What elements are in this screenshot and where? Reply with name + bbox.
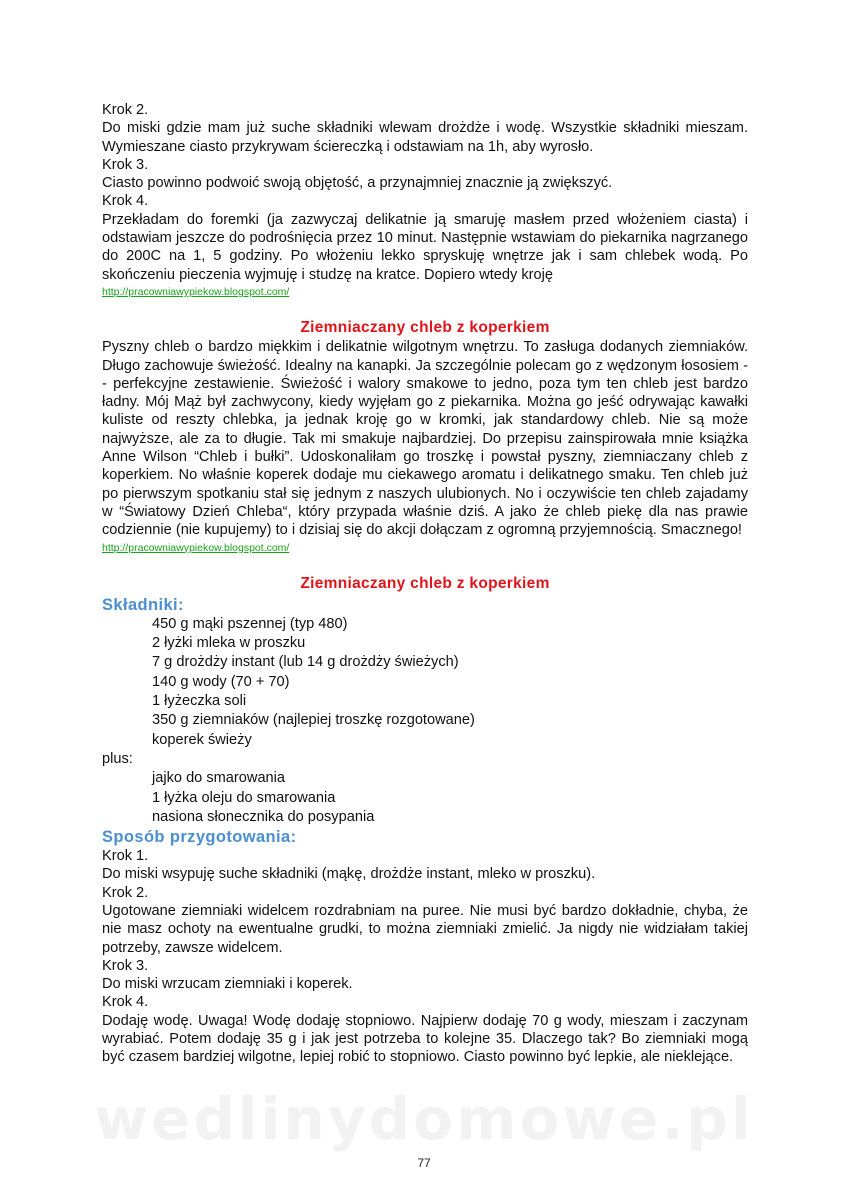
recipe-intro (102, 319, 748, 555)
corner-mark (101, 0, 109, 4)
step-heading: Krok 2. (102, 102, 149, 118)
step-heading: Krok 3. (102, 957, 149, 974)
ingredient-item: 2 łyżki mleka w proszku (152, 635, 306, 652)
ingredient-item: 140 g wody (70 + 70) (152, 673, 290, 690)
step-heading: Krok 2. (102, 884, 149, 901)
source-link[interactable]: http://pracowniawypiekow.blogspot.com/ (102, 541, 290, 554)
extra-item: 1 łyżka oleju do smarowania (152, 789, 336, 806)
intro-paragraph: Pyszny chleb o bardzo miękkim i delikatnie wilgotnym wnętrzu. To zasługa dodanych ziemniaków. Długo zachowuje świeżość. Idealny na kanapki. Ja szczególnie polecam go z wędzonym łososiem -- perfekcyjne zestawienie. Świeżość i walory smakowe to jedno, poza tym ten chleb jest bardzo ładny. Mój Mąż był zachwycony, kiedy wyjęłam go z piekarnika. Można go jeść odrywając kawałki kuliste od reszty chlebka, ja jednak kroję go w kromki, jak standardowy chleb. Nie są może najwyższe, ale za to długie. Tak mi smakuje najbardziej. Do przepisu zainspirowała mnie książka Anne Wilson “Chleb i bułki”. Udoskonaliłam go troszkę i powstał pyszny, ziemniaczany chleb z koperkiem. No właśnie koperek dodaje mu ciekawego aromatu i delikatnego smaku. Ten chleb już po pierwszym spotkaniu stał się jednym z naszych ulubionych. No i oczywiście ten chleb zajadamy w “Światowy Dzień Chleba“, który przypada właśnie dziś. A jako że chleb piekę dla nas prawie codziennie (nie kupujemy) to i dzisiaj się do akcji dołączam z ogromną przyjemnością. Smacznego! (102, 339, 748, 539)
recipe-title: Ziemniaczany chleb z koperkiem (300, 318, 550, 336)
step-heading: Krok 4. (102, 994, 149, 1011)
step-text: Do miski wsypuję suche składniki (mąkę, drożdże instant, mleko w proszku). (102, 866, 596, 883)
ingredients-list (102, 615, 748, 750)
recipe (102, 575, 748, 1067)
page-content (102, 101, 748, 1067)
step-text: Ugotowane ziemniaki widelcem rozdrabniam na puree. Nie musi być bardzo dokładnie, chyba, że nie masz ochoty na ewentualne grudki, to można ziemniaki zmielić. Ja nigdy nie widziałam takiej potrzeby, zawsze widelcem. (102, 902, 748, 956)
continued-recipe-steps (102, 101, 748, 299)
ingredient-item: 7 g drożdży instant (lub 14 g drożdży świeżych) (152, 654, 459, 671)
step-text: Ciasto powinno podwoić swoją objętość, a przynajmniej znacznie ją zwiększyć. (102, 175, 613, 192)
ingredients-heading: Składniki: (102, 595, 184, 614)
step-heading: Krok 3. (102, 156, 149, 173)
extras-list (102, 769, 748, 827)
extra-item: nasiona słonecznika do posypania (152, 808, 375, 825)
step-heading: Krok 1. (102, 848, 149, 865)
ingredient-item: 1 łyżeczka soli (152, 693, 247, 710)
step-text: Do miski wrzucam ziemniaki i koperek. (102, 976, 353, 993)
step-text: Dodaję wodę. Uwaga! Wodę dodaję stopniowo. Najpierw dodaję 70 g wody, mieszam i zaczynam wyrabiać. Potem dodaję 35 g i jak jest potrzeba to kolejne 35. Dlaczego tak? Bo ziemniaki mogą być czasem bardziej wilgotne, lepiej robić to stopniowo. Ciasto powinno być lepkie, ale nieklejące. (102, 1012, 748, 1066)
ingredient-item: 450 g mąki pszennej (typ 480) (152, 615, 348, 632)
recipe-title: Ziemniaczany chleb z koperkiem (300, 574, 550, 592)
watermark: wedlinydomowe.pl (94, 1085, 754, 1153)
method-heading: Sposób przygotowania: (102, 828, 297, 847)
extra-item: jajko do smarowania (152, 770, 286, 787)
step-text: Przekładam do foremki (ja zazwyczaj delikatnie ją smaruję masłem przed włożeniem ciasta) i odstawiam jeszcze do podrośnięcia przez 10 minut. Następnie wstawiam do piekarnika nagrzanego do 200C na 1, 5 godziny. Po włożeniu lekko spryskuję wnętrze jak i sam chlebek wodą. Po skończeniu pieczenia wyjmuję i studzę na kratce. Dopiero wtedy kroję (102, 211, 748, 283)
page-number: 77 (417, 1156, 431, 1170)
plus-label: plus: (102, 750, 133, 767)
ingredient-item: koperek świeży (152, 731, 252, 748)
source-link[interactable]: http://pracowniawypiekow.blogspot.com/ (102, 285, 290, 298)
step-heading: Krok 4. (102, 193, 149, 210)
ingredient-item: 350 g ziemniaków (najlepiej troszkę rozgotowane) (152, 712, 475, 729)
step-text: Do miski gdzie mam już suche składniki wlewam drożdże i wodę. Wszystkie składniki mieszam. Wymieszane ciasto przykrywam ściereczką i odstawiam na 1h, aby wyrosło. (102, 120, 748, 155)
